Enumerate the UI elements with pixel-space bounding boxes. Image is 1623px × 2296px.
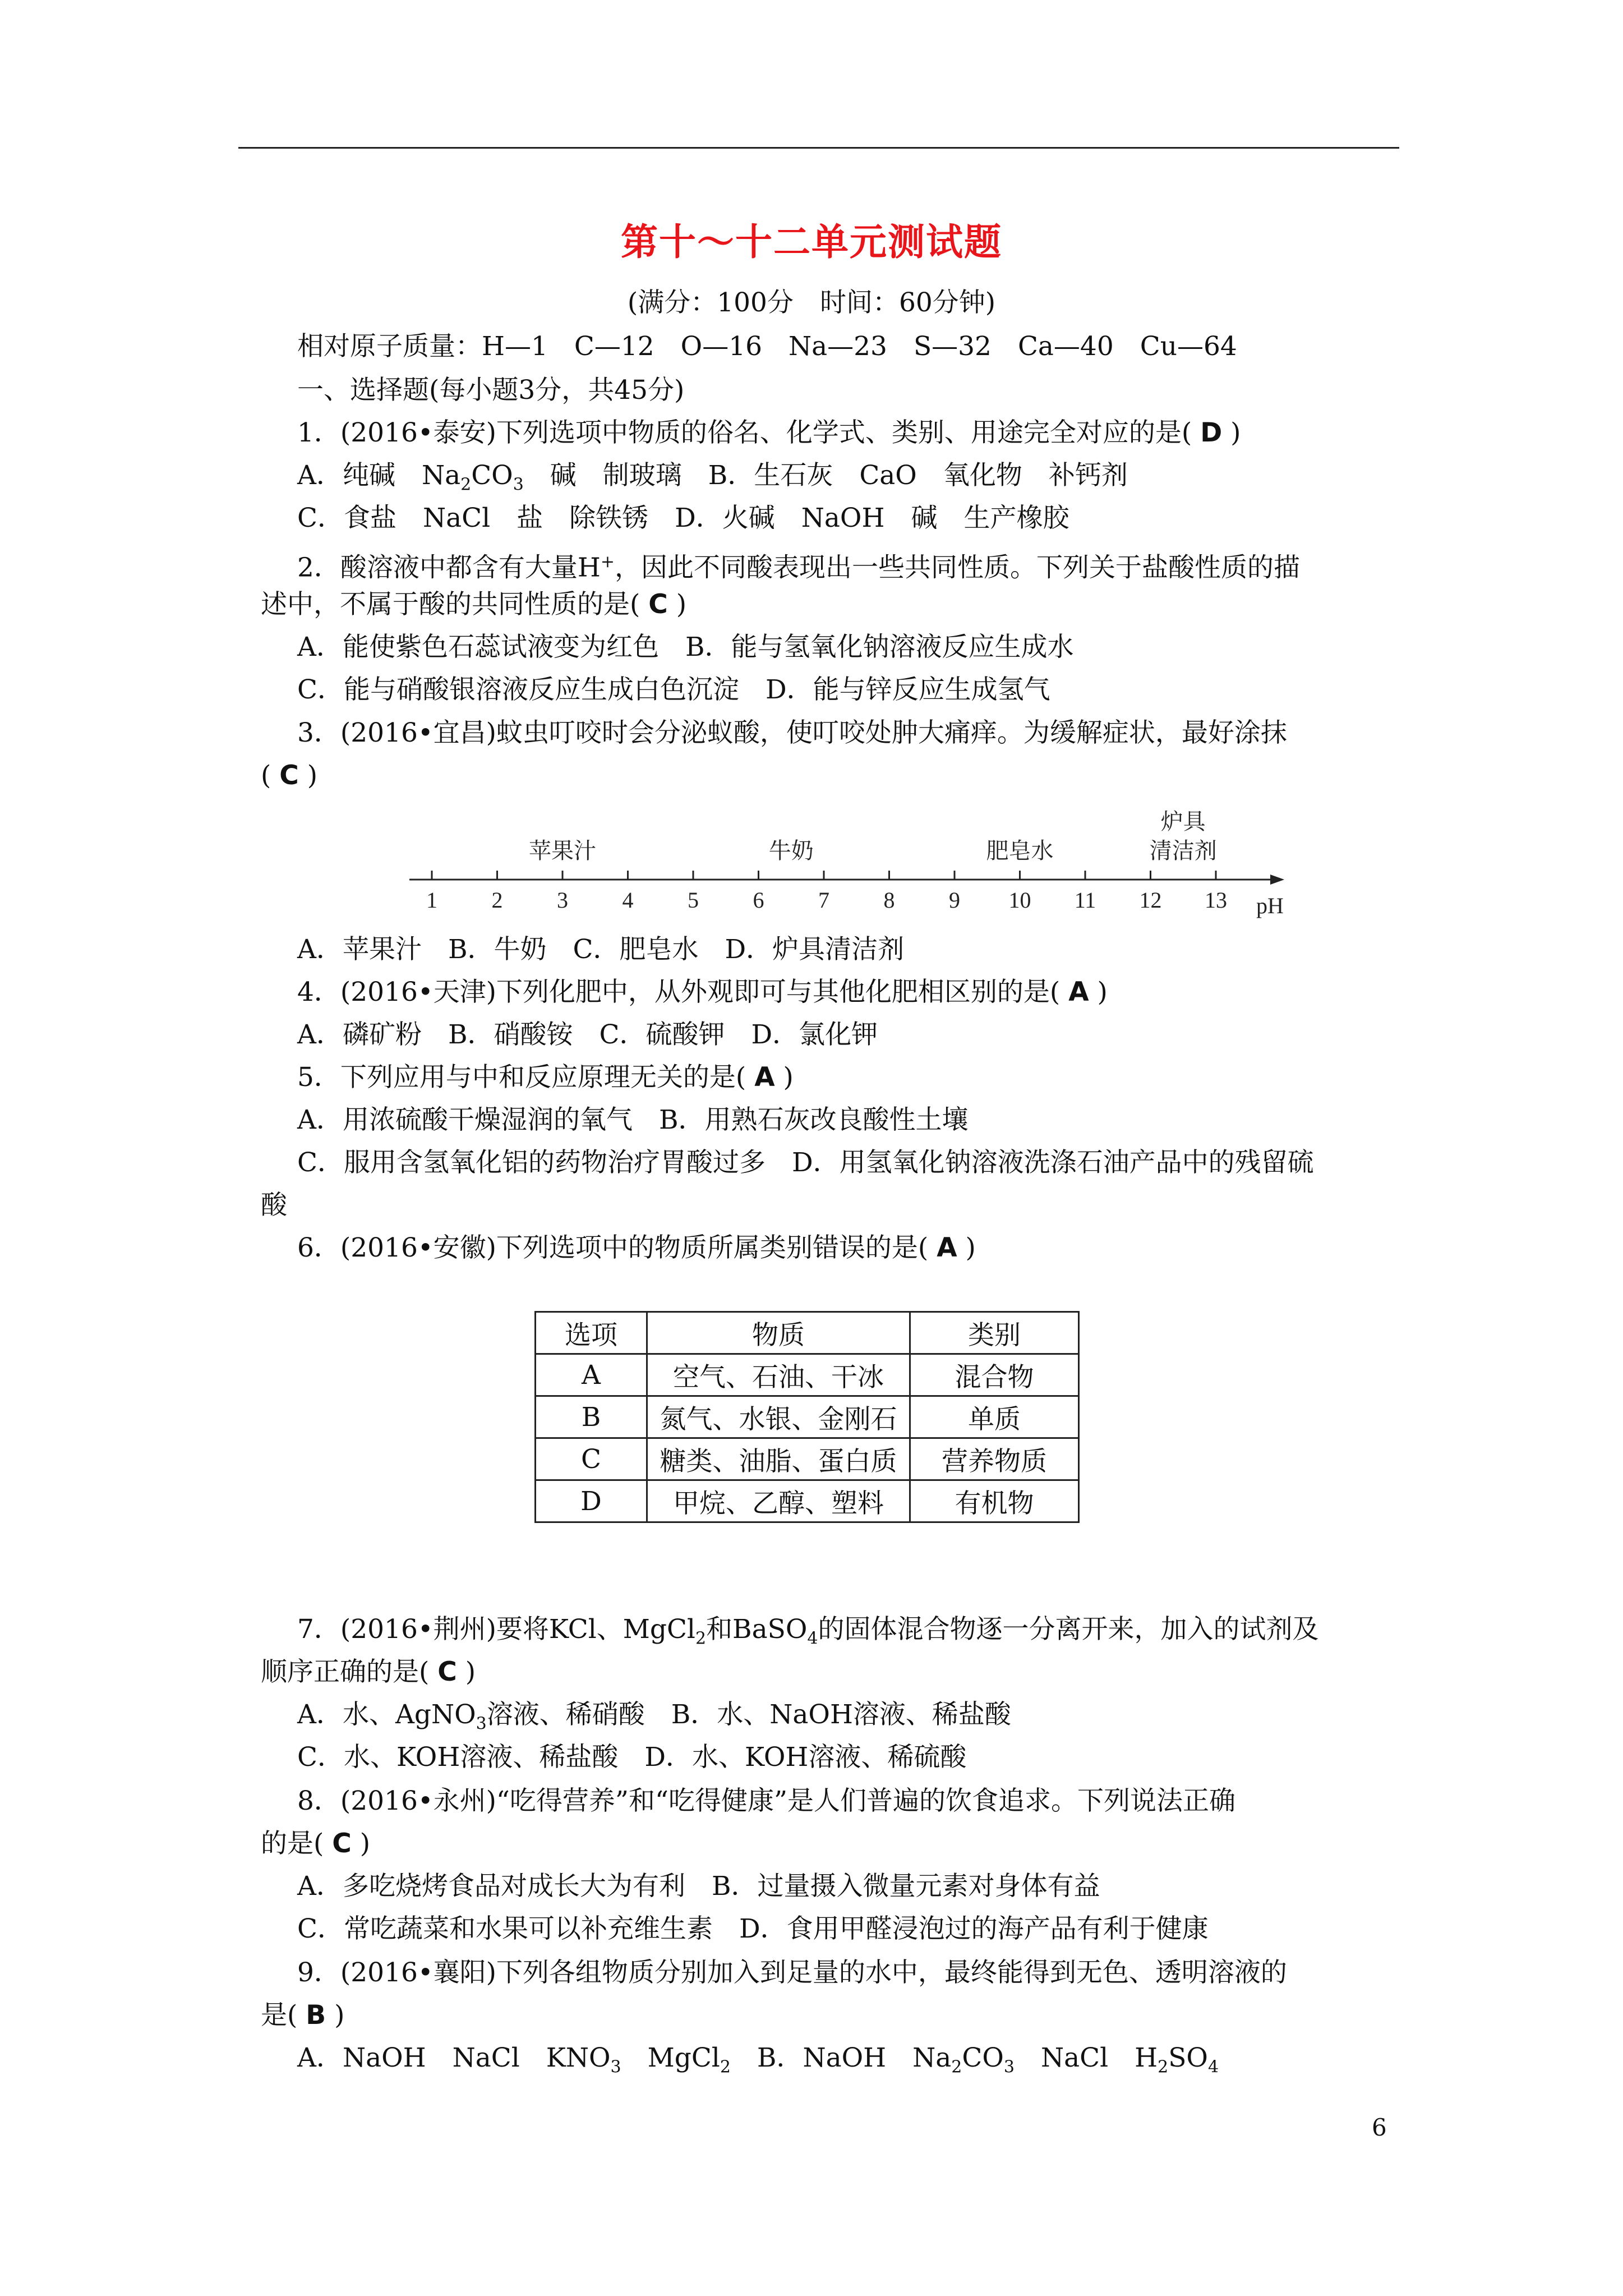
table-row [536,1396,1079,1438]
table-cell: 有机物 [910,1480,1079,1522]
atomic-mass-line: 相对原子质量：H—1 C—12 O—16 Na—23 S—32 Ca—40 Cu—64 [297,331,1237,362]
table-cell: 氮气、水银、金刚石 [647,1396,910,1438]
ph-tick-label: 8 [883,887,895,913]
question-1-stem: 1．(2016•泰安)下列选项中物质的俗名、化学式、类别、用途完全对应的是( D ) [297,417,1241,448]
answer-2: C [648,589,668,620]
answer-1: D [1200,417,1223,448]
question-1-options-ab: A．纯碱 $Na_2CO_3$ 碱 制玻璃 B．生石灰 CaO 氧化物 补钙剂 [297,460,1128,495]
ph-tick-label: 5 [688,887,699,913]
question-5-stem: 5．下列应用与中和反应原理无关的是( A ) [297,1062,794,1093]
ph-tick-label: 10 [1008,887,1031,913]
question-7-stem-cont: 顺序正确的是( C ) [261,1657,476,1687]
page-number: 6 [1372,2114,1387,2141]
table-cell: D [536,1480,647,1522]
table-cell: 单质 [910,1396,1079,1438]
ph-substance-label: 炉具 [1160,809,1206,835]
table-header-option: 选项 [536,1312,647,1354]
question-2-options-cd: C．能与硝酸银溶液反应生成白色沉淀 D．能与锌反应生成氢气 [297,674,1050,705]
table-header-substance: 物质 [647,1312,910,1354]
answer-3: C [279,760,299,791]
question-7-stem: 7．(2016•荆州)要将KCl、MgCl$_2$和BaSO$_4$的固体混合物逐一分离开来，加入的试剂及 [297,1614,1319,1649]
question-2-stem: 2．酸溶液中都含有大量H+，因此不同酸表现出一些共同性质。下列关于盐酸性质的描 [297,552,1301,583]
table-row [536,1438,1079,1480]
table-header-category: 类别 [910,1312,1079,1354]
question-9-options: A．NaOH NaCl $KNO_3$ MgCl$_2$ B．NaOH $Na_2CO_3$ NaCl $H_2SO_4$ [297,2042,1219,2077]
table-cell: C [536,1438,647,1480]
answer-6: A [937,1232,957,1263]
table-cell: 混合物 [910,1354,1079,1396]
answer-8: C [332,1828,352,1859]
exam-meta: (满分：100分 时间：60分钟) [627,287,996,318]
ph-substance-label: 牛奶 [768,838,814,864]
question-3-options: A．苹果汁 B．牛奶 C．肥皂水 D．炉具清洁剂 [297,934,905,965]
question-2-options-ab: A．能使紫色石蕊试液变为红色 B．能与氢氧化钠溶液反应生成水 [297,632,1074,662]
section-heading: 一、选择题(每小题3分，共45分) [297,375,685,406]
question-8-options-cd: C．常吃蔬菜和水果可以补充维生素 D．食用甲醛浸泡过的海产品有利于健康 [297,1913,1209,1944]
question-3-answer-line: ( C ) [261,760,318,791]
table-cell: 糖类、油脂、蛋白质 [647,1438,910,1480]
page-title: 第十～十二单元测试题 [621,220,1002,264]
ph-tick-label: 9 [949,887,960,913]
table-cell: 空气、石油、干冰 [647,1354,910,1396]
ph-tick-label: 6 [753,887,764,913]
table-header-row [536,1312,1079,1354]
question-5-options-cd: C．服用含氢氧化铝的药物治疗胃酸过多 D．用氢氧化钠溶液洗涤石油产品中的残留硫 [297,1147,1314,1178]
question-8-stem-cont: 的是( C ) [261,1828,371,1859]
classification-table [534,1311,1080,1523]
ph-axis-arrow [1270,875,1284,885]
question-4-stem: 4．(2016•天津)下列化肥中，从外观即可与其他化肥相区别的是( A ) [297,977,1108,1007]
question-7-options-cd: C．水、KOH溶液、稀盐酸 D．水、KOH溶液、稀硫酸 [297,1742,967,1773]
question-2-stem-cont: 述中，不属于酸的共同性质的是( C ) [261,589,687,620]
question-5-options-ab: A．用浓硫酸干燥湿润的氧气 B．用熟石灰改良酸性土壤 [297,1105,969,1135]
ph-tick-label: 2 [491,887,503,913]
question-1-options-cd: C．食盐 NaCl 盐 除铁锈 D．火碱 NaOH 碱 生产橡胶 [297,503,1069,533]
table-cell: B [536,1396,647,1438]
ph-tick-label: 4 [622,887,634,913]
answer-9: B [306,2000,326,2031]
ph-tick-label: 11 [1074,887,1096,913]
question-6-stem: 6．(2016•安徽)下列选项中的物质所属类别错误的是( A ) [297,1232,976,1263]
answer-4: A [1068,977,1089,1007]
table-cell: A [536,1354,647,1396]
question-9-stem: 9．(2016•襄阳)下列各组物质分别加入到足量的水中，最终能得到无色、透明溶液的 [297,1957,1287,1988]
ph-substance-label: 清洁剂 [1149,838,1217,864]
ph-substance-label: 苹果汁 [529,838,596,864]
ph-substance-label: 肥皂水 [986,838,1054,864]
table-row [536,1480,1079,1522]
question-8-stem: 8．(2016•永州)“吃得营养”和“吃得健康”是人们普遍的饮食追求。下列说法正确 [297,1786,1236,1816]
question-8-options-ab: A．多吃烧烤食品对成长大为有利 B．过量摄入微量元素对身体有益 [297,1871,1100,1902]
question-9-stem-cont: 是( B ) [261,2000,345,2031]
answer-7: C [437,1657,457,1687]
ph-tick-label: 13 [1205,887,1227,913]
question-3-stem: 3．(2016•宜昌)蚊虫叮咬时会分泌蚁酸，使叮咬处肿大痛痒。为缓解症状，最好涂抹 [297,717,1287,748]
table-cell: 营养物质 [910,1438,1079,1480]
answer-5: A [754,1062,775,1093]
table-cell: 甲烷、乙醇、塑料 [647,1480,910,1522]
ph-scale-diagram [393,795,1290,924]
ph-unit-label: pH [1256,893,1284,918]
ph-tick-label: 7 [818,887,829,913]
ph-tick-label: 1 [426,887,437,913]
ph-tick-label: 12 [1139,887,1162,913]
question-7-options-ab: A．水、AgNO$_3$溶液、稀硝酸 B．水、NaOH溶液、稀盐酸 [297,1699,1011,1734]
ph-tick-label: 3 [557,887,568,913]
question-4-options: A．磷矿粉 B．硝酸铵 C．硫酸钾 D．氯化钾 [297,1019,878,1050]
table-row [536,1354,1079,1396]
question-5-options-cd-cont: 酸 [261,1190,287,1221]
header-rule [238,147,1399,149]
